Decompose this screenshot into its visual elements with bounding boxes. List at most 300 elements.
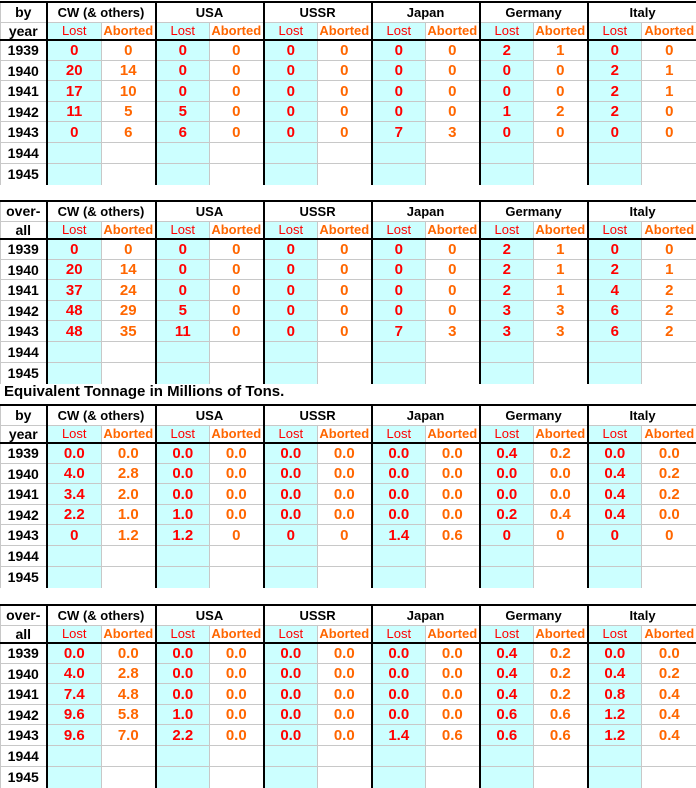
lost-value: 0.4 bbox=[480, 643, 534, 664]
lost-value: 4.0 bbox=[47, 664, 102, 684]
nation-header-italy: Italy bbox=[588, 405, 696, 425]
aborted-header: Aborted bbox=[102, 22, 156, 40]
lost-value: 0.0 bbox=[588, 443, 642, 464]
lost-value bbox=[480, 143, 534, 164]
lost-value: 0 bbox=[264, 81, 318, 102]
lost-value bbox=[47, 567, 102, 588]
nation-header-italy: Italy bbox=[588, 605, 696, 625]
aborted-value: 0.0 bbox=[210, 443, 264, 464]
aborted-value: 24 bbox=[102, 280, 156, 301]
aborted-value: 0.6 bbox=[426, 725, 480, 746]
aborted-value: 0 bbox=[642, 122, 696, 143]
lost-value: 0.0 bbox=[372, 643, 426, 664]
aborted-header: Aborted bbox=[210, 625, 264, 643]
aborted-value: 10 bbox=[102, 81, 156, 102]
lost-value: 0 bbox=[47, 239, 102, 260]
lost-value: 0.0 bbox=[264, 464, 318, 484]
aborted-value: 0 bbox=[318, 525, 372, 546]
lost-header: Lost bbox=[47, 625, 102, 643]
lost-value: 17 bbox=[47, 81, 102, 102]
year-label: 1941 bbox=[1, 684, 47, 705]
lost-value: 20 bbox=[47, 61, 102, 81]
lost-value bbox=[264, 546, 318, 567]
lost-value: 0.0 bbox=[480, 484, 534, 505]
aborted-value: 3 bbox=[534, 321, 588, 342]
year-label: 1944 bbox=[1, 143, 47, 164]
lost-value: 0 bbox=[264, 260, 318, 280]
lost-header: Lost bbox=[264, 425, 318, 443]
aborted-value: 2.8 bbox=[102, 664, 156, 684]
aborted-value: 0.0 bbox=[318, 725, 372, 746]
lost-value: 0 bbox=[480, 122, 534, 143]
aborted-value bbox=[642, 746, 696, 767]
lost-value: 0 bbox=[372, 40, 426, 61]
year-label: 1940 bbox=[1, 464, 47, 484]
year-label: 1945 bbox=[1, 567, 47, 588]
lost-value: 0 bbox=[264, 525, 318, 546]
lost-value bbox=[372, 546, 426, 567]
lost-value: 2 bbox=[588, 102, 642, 122]
lost-value bbox=[156, 767, 210, 788]
aborted-value: 0 bbox=[210, 61, 264, 81]
aborted-value: 0 bbox=[642, 40, 696, 61]
lost-value bbox=[588, 746, 642, 767]
lost-value bbox=[47, 342, 102, 363]
aborted-value: 0.0 bbox=[210, 505, 264, 525]
aborted-value bbox=[426, 342, 480, 363]
lost-value bbox=[264, 342, 318, 363]
subheader-row bbox=[1, 22, 696, 40]
lost-value: 0 bbox=[264, 122, 318, 143]
aborted-value bbox=[102, 164, 156, 185]
table-row bbox=[1, 301, 696, 321]
aborted-value: 0 bbox=[318, 81, 372, 102]
aborted-value bbox=[426, 164, 480, 185]
aborted-value bbox=[426, 746, 480, 767]
lost-value bbox=[264, 143, 318, 164]
lost-value: 0.0 bbox=[372, 684, 426, 705]
row-label-bottom: all bbox=[1, 221, 47, 239]
lost-value bbox=[372, 746, 426, 767]
aborted-header: Aborted bbox=[318, 425, 372, 443]
lost-header: Lost bbox=[264, 221, 318, 239]
lost-value: 0 bbox=[372, 102, 426, 122]
aborted-value: 3 bbox=[426, 122, 480, 143]
aborted-value: 0.4 bbox=[642, 684, 696, 705]
aborted-value: 0 bbox=[210, 301, 264, 321]
aborted-value: 14 bbox=[102, 260, 156, 280]
aborted-value: 0.0 bbox=[318, 643, 372, 664]
aborted-header: Aborted bbox=[426, 425, 480, 443]
aborted-value: 1 bbox=[534, 239, 588, 260]
year-label: 1939 bbox=[1, 643, 47, 664]
lost-header: Lost bbox=[588, 425, 642, 443]
lost-value: 3 bbox=[480, 321, 534, 342]
lost-header: Lost bbox=[588, 221, 642, 239]
aborted-value: 0 bbox=[210, 280, 264, 301]
aborted-header: Aborted bbox=[642, 425, 696, 443]
aborted-header: Aborted bbox=[426, 22, 480, 40]
aborted-value: 0.6 bbox=[426, 525, 480, 546]
aborted-value: 35 bbox=[102, 321, 156, 342]
aborted-value: 0.0 bbox=[210, 664, 264, 684]
lost-header: Lost bbox=[372, 221, 426, 239]
lost-value: 48 bbox=[47, 321, 102, 342]
lost-value: 0.0 bbox=[156, 664, 210, 684]
aborted-value bbox=[318, 546, 372, 567]
lost-value: 0.0 bbox=[156, 643, 210, 664]
lost-value bbox=[156, 546, 210, 567]
lost-value bbox=[264, 363, 318, 384]
aborted-value: 1 bbox=[642, 260, 696, 280]
lost-value: 2 bbox=[480, 280, 534, 301]
lost-value: 11 bbox=[47, 102, 102, 122]
year-label: 1943 bbox=[1, 525, 47, 546]
lost-value: 6 bbox=[156, 122, 210, 143]
aborted-value: 0 bbox=[426, 40, 480, 61]
lost-value: 0.0 bbox=[264, 725, 318, 746]
lost-value: 0 bbox=[588, 525, 642, 546]
lost-header: Lost bbox=[264, 625, 318, 643]
lost-value: 0.4 bbox=[480, 443, 534, 464]
row-label-bottom: year bbox=[1, 425, 47, 443]
aborted-value: 0 bbox=[210, 260, 264, 280]
lost-value: 5 bbox=[156, 102, 210, 122]
nation-header-row bbox=[1, 605, 696, 625]
aborted-value: 0 bbox=[318, 122, 372, 143]
lost-value: 3.4 bbox=[47, 484, 102, 505]
aborted-header: Aborted bbox=[642, 221, 696, 239]
lost-header: Lost bbox=[480, 22, 534, 40]
lost-value: 0 bbox=[156, 40, 210, 61]
lost-value bbox=[47, 746, 102, 767]
table-row bbox=[1, 664, 696, 684]
lost-value: 0.0 bbox=[264, 643, 318, 664]
aborted-value: 0.0 bbox=[426, 464, 480, 484]
year-label: 1941 bbox=[1, 280, 47, 301]
aborted-value: 0.0 bbox=[318, 705, 372, 725]
lost-value: 0 bbox=[156, 260, 210, 280]
aborted-value: 0.0 bbox=[534, 464, 588, 484]
aborted-value bbox=[642, 546, 696, 567]
lost-value: 0 bbox=[264, 239, 318, 260]
row-label-top: over- bbox=[1, 201, 47, 221]
lost-value: 0 bbox=[264, 301, 318, 321]
aborted-value: 0 bbox=[102, 40, 156, 61]
lost-header: Lost bbox=[156, 221, 210, 239]
nation-header-cw-others: CW (& others) bbox=[47, 201, 156, 221]
table-row bbox=[1, 122, 696, 143]
lost-value: 0 bbox=[156, 239, 210, 260]
subheader-row bbox=[1, 221, 696, 239]
aborted-value bbox=[318, 567, 372, 588]
table-2 bbox=[0, 200, 696, 384]
aborted-header: Aborted bbox=[210, 425, 264, 443]
year-label: 1940 bbox=[1, 664, 47, 684]
aborted-value: 0.0 bbox=[642, 443, 696, 464]
lost-value: 0 bbox=[372, 81, 426, 102]
table-row bbox=[1, 567, 696, 588]
table-row bbox=[1, 767, 696, 788]
lost-value: 4 bbox=[588, 280, 642, 301]
aborted-value: 0 bbox=[642, 102, 696, 122]
lost-value: 1.4 bbox=[372, 525, 426, 546]
year-label: 1944 bbox=[1, 546, 47, 567]
aborted-value: 0.0 bbox=[318, 443, 372, 464]
lost-value bbox=[156, 363, 210, 384]
lost-value bbox=[47, 143, 102, 164]
table-row bbox=[1, 280, 696, 301]
aborted-value: 0.0 bbox=[210, 705, 264, 725]
aborted-value: 0.0 bbox=[318, 684, 372, 705]
lost-value: 0 bbox=[588, 239, 642, 260]
aborted-value: 0.0 bbox=[426, 484, 480, 505]
aborted-value: 29 bbox=[102, 301, 156, 321]
table-row bbox=[1, 342, 696, 363]
lost-value: 0.0 bbox=[480, 464, 534, 484]
nation-header-usa: USA bbox=[156, 405, 264, 425]
year-label: 1939 bbox=[1, 40, 47, 61]
table-row bbox=[1, 464, 696, 484]
aborted-value: 0.0 bbox=[210, 684, 264, 705]
lost-value: 0.0 bbox=[372, 484, 426, 505]
aborted-value: 1.0 bbox=[102, 505, 156, 525]
aborted-value: 0.2 bbox=[534, 664, 588, 684]
aborted-header: Aborted bbox=[426, 221, 480, 239]
lost-value bbox=[372, 767, 426, 788]
aborted-value: 0 bbox=[426, 61, 480, 81]
year-label: 1943 bbox=[1, 725, 47, 746]
year-label: 1945 bbox=[1, 363, 47, 384]
lost-value: 0.4 bbox=[588, 484, 642, 505]
lost-value: 2.2 bbox=[47, 505, 102, 525]
lost-value: 0 bbox=[156, 280, 210, 301]
lost-value bbox=[47, 767, 102, 788]
lost-value: 2 bbox=[588, 81, 642, 102]
aborted-value: 5 bbox=[102, 102, 156, 122]
lost-value: 0 bbox=[480, 61, 534, 81]
table-row bbox=[1, 643, 696, 664]
lost-value: 0 bbox=[47, 122, 102, 143]
aborted-value bbox=[642, 363, 696, 384]
aborted-value: 0.0 bbox=[318, 664, 372, 684]
lost-value bbox=[480, 546, 534, 567]
lost-value: 2.2 bbox=[156, 725, 210, 746]
lost-header: Lost bbox=[480, 425, 534, 443]
nation-header-japan: Japan bbox=[372, 405, 480, 425]
aborted-value: 1 bbox=[534, 260, 588, 280]
lost-value: 2 bbox=[588, 61, 642, 81]
year-label: 1942 bbox=[1, 301, 47, 321]
lost-header: Lost bbox=[480, 221, 534, 239]
nation-header-ussr: USSR bbox=[264, 605, 372, 625]
aborted-value: 0.0 bbox=[210, 464, 264, 484]
aborted-value bbox=[534, 546, 588, 567]
lost-value: 0 bbox=[480, 525, 534, 546]
aborted-value bbox=[318, 363, 372, 384]
nation-header-japan: Japan bbox=[372, 2, 480, 22]
aborted-value bbox=[318, 746, 372, 767]
row-label-top: by bbox=[1, 405, 47, 425]
aborted-value: 0 bbox=[210, 525, 264, 546]
aborted-value bbox=[102, 746, 156, 767]
lost-value bbox=[480, 746, 534, 767]
nation-header-usa: USA bbox=[156, 201, 264, 221]
aborted-value: 0 bbox=[210, 122, 264, 143]
lost-value: 0 bbox=[264, 61, 318, 81]
lost-value: 0.0 bbox=[156, 684, 210, 705]
lost-value: 11 bbox=[156, 321, 210, 342]
aborted-value bbox=[426, 546, 480, 567]
table-1 bbox=[0, 1, 696, 185]
aborted-value: 0 bbox=[102, 239, 156, 260]
aborted-value: 2 bbox=[642, 321, 696, 342]
lost-header: Lost bbox=[372, 625, 426, 643]
aborted-header: Aborted bbox=[534, 221, 588, 239]
aborted-value: 3 bbox=[426, 321, 480, 342]
aborted-value bbox=[534, 164, 588, 185]
aborted-value bbox=[102, 546, 156, 567]
aborted-value: 0 bbox=[426, 102, 480, 122]
lost-value: 0.0 bbox=[264, 705, 318, 725]
lost-value: 7 bbox=[372, 321, 426, 342]
lost-header: Lost bbox=[480, 625, 534, 643]
nation-header-italy: Italy bbox=[588, 201, 696, 221]
aborted-value bbox=[318, 164, 372, 185]
lost-value: 7 bbox=[372, 122, 426, 143]
nation-header-germany: Germany bbox=[480, 2, 588, 22]
nation-header-cw-others: CW (& others) bbox=[47, 2, 156, 22]
nation-header-cw-others: CW (& others) bbox=[47, 405, 156, 425]
aborted-value: 0.0 bbox=[318, 484, 372, 505]
aborted-value: 0 bbox=[642, 239, 696, 260]
lost-value bbox=[156, 567, 210, 588]
nation-header-row bbox=[1, 2, 696, 22]
lost-header: Lost bbox=[156, 22, 210, 40]
table-row bbox=[1, 443, 696, 464]
aborted-value: 0.6 bbox=[534, 705, 588, 725]
nation-header-ussr: USSR bbox=[264, 201, 372, 221]
aborted-value bbox=[210, 363, 264, 384]
lost-value bbox=[47, 546, 102, 567]
lost-header: Lost bbox=[156, 425, 210, 443]
lost-value bbox=[372, 567, 426, 588]
aborted-value: 4.8 bbox=[102, 684, 156, 705]
aborted-header: Aborted bbox=[534, 22, 588, 40]
lost-value: 0.0 bbox=[156, 464, 210, 484]
aborted-value: 2 bbox=[534, 102, 588, 122]
lost-value: 0.4 bbox=[588, 505, 642, 525]
nation-header-usa: USA bbox=[156, 2, 264, 22]
lost-value bbox=[156, 746, 210, 767]
lost-value bbox=[156, 164, 210, 185]
aborted-value: 0 bbox=[426, 280, 480, 301]
aborted-value: 0.0 bbox=[642, 643, 696, 664]
aborted-value bbox=[642, 164, 696, 185]
table-row bbox=[1, 725, 696, 746]
lost-value bbox=[480, 363, 534, 384]
aborted-value bbox=[642, 567, 696, 588]
aborted-value: 2 bbox=[642, 280, 696, 301]
lost-value bbox=[156, 342, 210, 363]
lost-value bbox=[264, 767, 318, 788]
aborted-value: 0.0 bbox=[102, 443, 156, 464]
table-row bbox=[1, 705, 696, 725]
lost-value: 0.0 bbox=[372, 705, 426, 725]
lost-value bbox=[47, 164, 102, 185]
aborted-value: 0.4 bbox=[642, 725, 696, 746]
aborted-value: 0 bbox=[318, 301, 372, 321]
aborted-value: 0.2 bbox=[642, 664, 696, 684]
aborted-value: 0 bbox=[642, 525, 696, 546]
year-label: 1944 bbox=[1, 746, 47, 767]
aborted-value: 0.2 bbox=[534, 684, 588, 705]
table-row bbox=[1, 164, 696, 185]
year-label: 1942 bbox=[1, 705, 47, 725]
table-row bbox=[1, 81, 696, 102]
nation-header-row bbox=[1, 201, 696, 221]
aborted-value bbox=[534, 567, 588, 588]
aborted-value: 2 bbox=[642, 301, 696, 321]
lost-value bbox=[480, 164, 534, 185]
lost-value bbox=[372, 143, 426, 164]
table-row bbox=[1, 505, 696, 525]
table-row bbox=[1, 546, 696, 567]
aborted-value: 0.0 bbox=[426, 643, 480, 664]
aborted-value: 0 bbox=[318, 61, 372, 81]
aborted-header: Aborted bbox=[426, 625, 480, 643]
lost-value: 0 bbox=[372, 301, 426, 321]
lost-value: 0.0 bbox=[372, 464, 426, 484]
aborted-header: Aborted bbox=[102, 221, 156, 239]
lost-value: 37 bbox=[47, 280, 102, 301]
lost-value: 0.0 bbox=[264, 505, 318, 525]
nation-header-usa: USA bbox=[156, 605, 264, 625]
aborted-value: 0.0 bbox=[534, 484, 588, 505]
lost-value: 1.2 bbox=[588, 705, 642, 725]
aborted-value bbox=[426, 143, 480, 164]
year-label: 1943 bbox=[1, 321, 47, 342]
aborted-value: 0 bbox=[318, 239, 372, 260]
aborted-value bbox=[210, 164, 264, 185]
lost-value bbox=[47, 363, 102, 384]
table-row bbox=[1, 143, 696, 164]
year-label: 1941 bbox=[1, 484, 47, 505]
lost-value: 6 bbox=[588, 321, 642, 342]
aborted-value: 0 bbox=[318, 260, 372, 280]
aborted-value: 0 bbox=[210, 239, 264, 260]
aborted-value: 0 bbox=[210, 40, 264, 61]
lost-value bbox=[588, 767, 642, 788]
lost-value: 2 bbox=[480, 40, 534, 61]
lost-value: 0 bbox=[47, 40, 102, 61]
aborted-value: 5.8 bbox=[102, 705, 156, 725]
nation-header-japan: Japan bbox=[372, 201, 480, 221]
lost-value: 0.0 bbox=[264, 664, 318, 684]
lost-header: Lost bbox=[372, 22, 426, 40]
lost-value bbox=[372, 342, 426, 363]
aborted-value: 0 bbox=[210, 102, 264, 122]
lost-value: 0 bbox=[156, 81, 210, 102]
lost-value: 0 bbox=[372, 61, 426, 81]
lost-value: 0.2 bbox=[480, 505, 534, 525]
aborted-value bbox=[426, 767, 480, 788]
table-row bbox=[1, 363, 696, 384]
aborted-header: Aborted bbox=[210, 22, 264, 40]
lost-value bbox=[372, 363, 426, 384]
aborted-value: 0.0 bbox=[642, 505, 696, 525]
year-label: 1940 bbox=[1, 260, 47, 280]
